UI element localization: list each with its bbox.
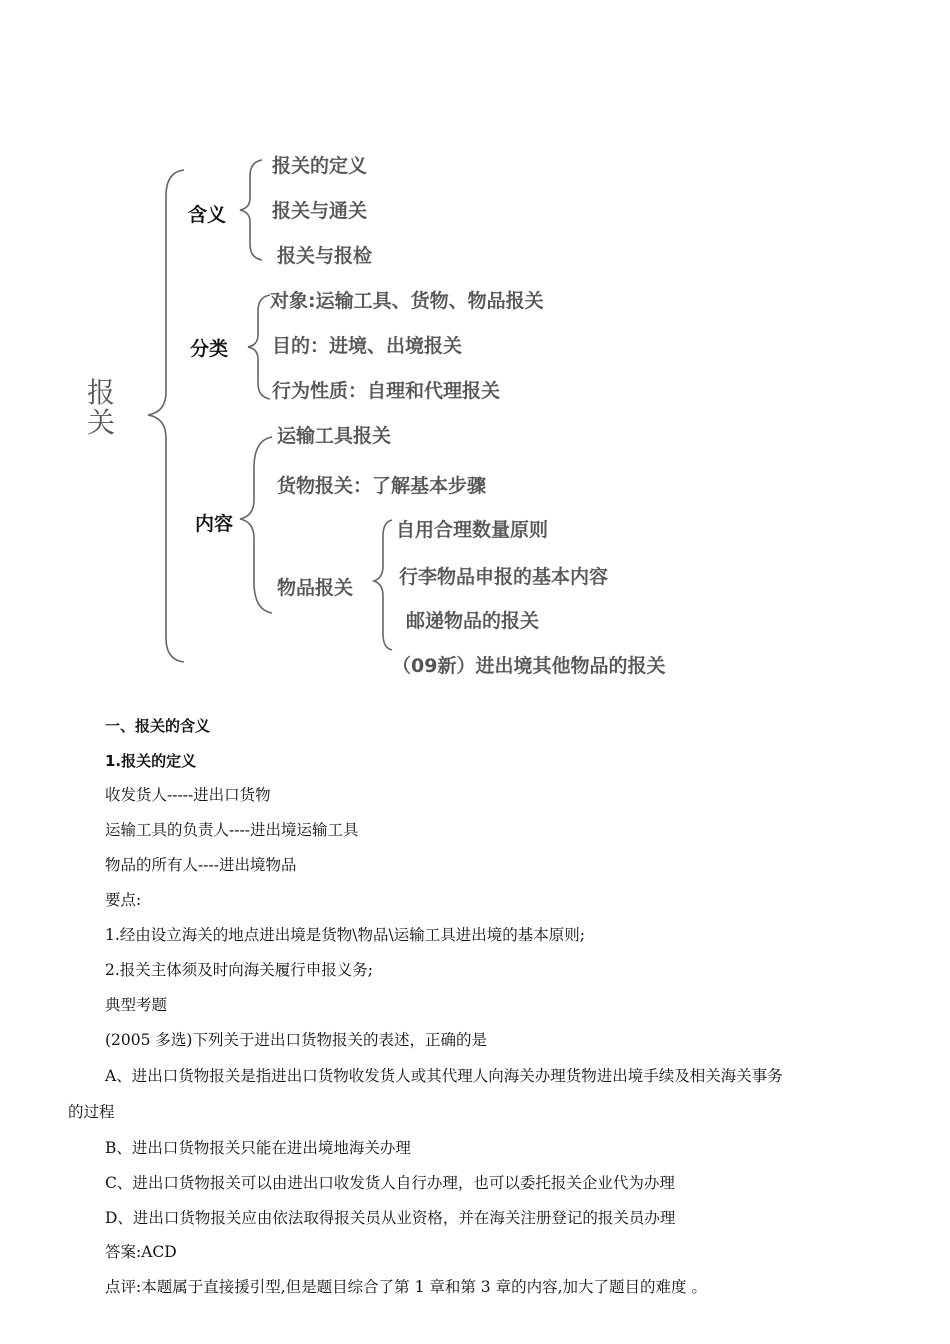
leaf-purpose: 目的：进境、出境报关 xyxy=(272,335,463,357)
branch-hanyi: 含义 xyxy=(188,204,227,226)
leaf-inspection: 报关与报检 xyxy=(277,245,373,267)
subleaf-postal: 邮递物品的报关 xyxy=(406,610,540,632)
root-brace xyxy=(148,170,184,662)
text-line: 1.经由设立海关的地点进出境是货物\物品\运输工具进出境的基本原则; xyxy=(105,926,585,944)
subleaf-reasonable-quantity: 自用合理数量原则 xyxy=(396,519,549,541)
option-b: B、进出口货物报关只能在进出境地海关办理 xyxy=(105,1139,411,1157)
text-line: 典型考题 xyxy=(105,996,168,1014)
comment: 点评:本题属于直接援引型,但是题目综合了第 1 章和第 3 章的内容,加大了题目的难度 。 xyxy=(105,1278,707,1296)
leaf-object: 对象:运输工具、货物、物品报关 xyxy=(270,290,544,312)
leaf-customs-clearance: 报关与通关 xyxy=(272,200,368,222)
option-c: C、进出口货物报关可以由进出口收发货人自行办理，也可以委托报关企业代为办理 xyxy=(105,1174,675,1192)
root-label: 报关 xyxy=(86,376,115,439)
brace-neirong xyxy=(240,437,272,613)
text-line: 收发货人-----进出口货物 xyxy=(105,786,271,804)
subsection-title: 1.报关的定义 xyxy=(105,752,197,770)
subleaf-luggage: 行李物品申报的基本内容 xyxy=(399,566,609,588)
branch-neirong: 内容 xyxy=(195,513,234,535)
brace-fenlei xyxy=(248,295,270,399)
text-line: 要点: xyxy=(105,891,142,909)
leaf-definition: 报关的定义 xyxy=(272,155,368,177)
option-d: D、进出口货物报关应由依法取得报关员从业资格，并在海关注册登记的报关员办理 xyxy=(105,1209,676,1227)
text-line: 2.报关主体须及时向海关履行申报义务; xyxy=(105,961,374,979)
brace-wupin xyxy=(374,520,392,650)
question-stem: (2005 多选)下列关于进出口货物报关的表述，正确的是 xyxy=(105,1031,487,1049)
branch-fenlei: 分类 xyxy=(190,338,229,360)
text-line: 物品的所有人----进出境物品 xyxy=(105,856,297,874)
leaf-transport: 运输工具报关 xyxy=(277,425,392,447)
leaf-behavior: 行为性质：自理和代理报关 xyxy=(272,380,501,402)
text-line: 运输工具的负责人----进出境运输工具 xyxy=(105,821,359,839)
section-title: 一、报关的含义 xyxy=(105,717,211,735)
option-a-continued: 的过程 xyxy=(68,1103,115,1121)
leaf-goods: 货物报关：了解基本步骤 xyxy=(277,475,487,497)
option-a: A、进出口货物报关是指进出口货物收发货人或其代理人向海关办理货物进出境手续及相关海关事务 xyxy=(105,1067,783,1085)
answer: 答案:ACD xyxy=(105,1243,177,1261)
brace-hanyi xyxy=(240,160,262,260)
leaf-articles: 物品报关 xyxy=(277,577,354,599)
subleaf-other-articles: （09新）进出境其他物品的报关 xyxy=(392,655,666,677)
mindmap-root xyxy=(86,378,116,438)
